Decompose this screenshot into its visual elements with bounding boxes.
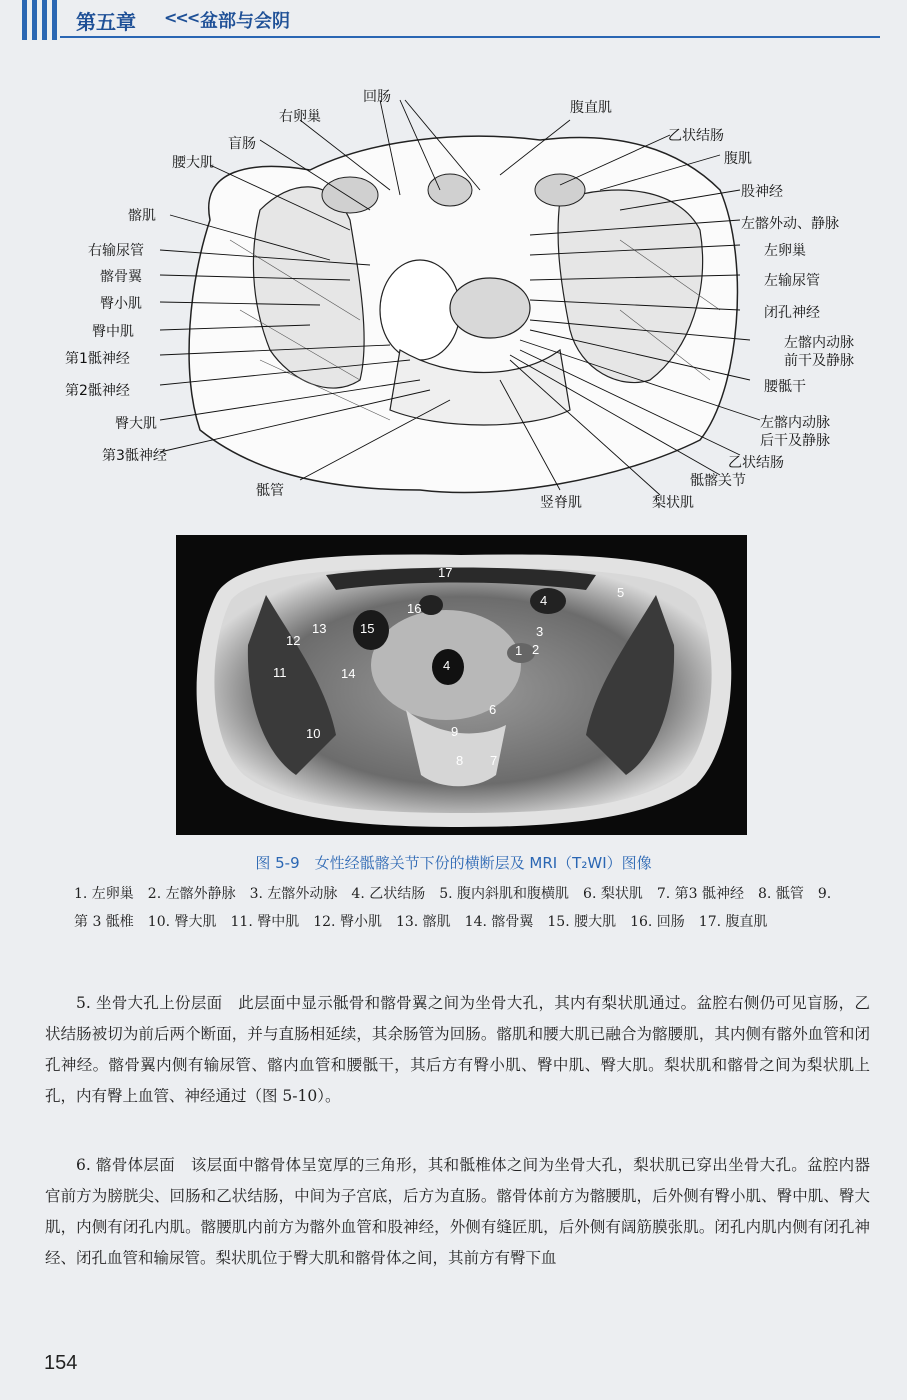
label-left-internal-iliac-artery-2: 左髂内动脉	[760, 415, 830, 431]
mri-label-17: 17	[438, 565, 453, 580]
header-stripe	[52, 0, 57, 40]
label-posterior-trunk-vein: 后干及静脉	[760, 433, 830, 449]
label-left-external-iliac-vessels: 左髂外动、静脉	[741, 216, 839, 232]
label-right-ureter: 右输尿管	[88, 243, 144, 259]
label-psoas-major: 腰大肌	[172, 155, 214, 171]
paragraph-greater-sciatic-foramen: 5. 坐骨大孔上份层面 此层面中显示骶骨和髂骨翼之间为坐骨大孔，其内有梨状肌通过。盆腔右侧仍可见盲肠，乙状结肠被切为前后两个断面，并与直肠相延续，其余肠管为回肠。髂肌和腰大肌已融合为髂腰肌，其内侧有髂外血管和闭孔神经。髂骨翼内侧有输尿管、髂内血管和腰骶干，其后方有臀小肌、臀中肌、臀大肌。梨状肌和髂骨之间为梨状肌上孔，内有臀上血管、神经通过（图 5-10）。	[45, 994, 870, 1105]
mri-label-11: 11	[273, 665, 287, 680]
label-femoral-nerve: 股神经	[741, 184, 783, 200]
figure-caption: 图 5-9 女性经骶髂关节下份的横断层及 MRI（T₂WI）图像	[255, 854, 652, 872]
header-rule	[60, 36, 880, 38]
header-stripe	[42, 0, 47, 40]
mri-label-4-lower: 4	[443, 658, 451, 673]
label-s1-nerve: 第1骶神经	[65, 351, 130, 367]
mri-label-7: 7	[490, 753, 498, 768]
label-lumbosacral-trunk: 腰骶干	[764, 379, 806, 395]
mri-label-8: 8	[456, 753, 464, 768]
label-ileum: 回肠	[363, 89, 391, 105]
label-iliacus: 髂肌	[128, 208, 156, 224]
label-gluteus-medius: 臀中肌	[92, 324, 134, 340]
label-left-ovary: 左卵巢	[764, 243, 806, 259]
section-title: 盆部与会阴	[200, 11, 290, 32]
label-anterior-trunk-vein: 前干及静脉	[784, 353, 854, 369]
label-left-internal-iliac-artery-1: 左髂内动脉	[784, 335, 854, 351]
label-sacral-canal: 骶管	[256, 483, 284, 499]
chapter-title: 第五章	[76, 10, 136, 34]
mri-label-13: 13	[312, 621, 327, 636]
mri-label-5: 5	[617, 585, 625, 600]
mri-label-4-upper: 4	[540, 593, 548, 608]
paragraph-ilium-body: 6. 髂骨体层面 该层面中髂骨体呈宽厚的三角形，其和骶椎体之间为坐骨大孔，梨状肌已穿出坐骨大孔。盆腔内器官前方为膀胱尖、回肠和乙状结肠，中间为子宫底，后方为直肠。髂骨体前方为髂腰肌，后外侧有臀小肌、臀中肌、臀大肌，内侧有闭孔内肌。髂腰肌内前方为髂外血管和股神经，外侧有缝匠肌，后外侧有阔筋膜张肌。闭孔内肌内侧有闭孔神经、闭孔血管和输尿管。梨状肌位于臀大肌和髂骨体之间，其前方有臀下血	[45, 1156, 870, 1267]
label-sigmoid-colon: 乙状结肠	[668, 128, 724, 144]
mri-label-3: 3	[536, 624, 544, 639]
running-header	[0, 0, 907, 44]
mri-label-16: 16	[407, 601, 422, 616]
mri-label-12: 12	[286, 633, 301, 648]
label-s2-nerve: 第2骶神经	[65, 383, 130, 399]
label-s3-nerve: 第3骶神经	[102, 448, 167, 464]
chapter-arrows: <<<	[164, 8, 199, 27]
label-left-ureter: 左输尿管	[764, 273, 820, 289]
label-piriformis: 梨状肌	[652, 495, 694, 511]
header-stripe	[22, 0, 27, 40]
mri-label-10: 10	[306, 726, 321, 741]
figure-legend: 1. 左卵巢 2. 左髂外静脉 3. 左髂外动脉 4. 乙状结肠 5. 腹内斜肌和腹横肌 6. 梨状肌 7. 第3 骶神经 8. 骶管 9. 第 3 骶椎 10. 臀大肌 11. 臀中肌 12. 臀小肌 13. 髂肌 14. 髂骨翼 15. 腰大肌 16. 回肠 17. 腹直肌	[74, 886, 832, 930]
mri-label-15: 15	[360, 621, 375, 636]
label-right-ovary: 右卵巢	[279, 109, 321, 125]
mri-label-2: 2	[532, 642, 540, 657]
header-stripe	[32, 0, 37, 40]
label-abdominal-muscle: 腹肌	[724, 151, 752, 167]
page-number: 154	[44, 1352, 78, 1374]
mri-label-9: 9	[451, 724, 459, 739]
label-gluteus-minimus: 臀小肌	[100, 296, 142, 312]
label-rectus-abdominis: 腹直肌	[570, 100, 612, 116]
label-obturator-nerve: 闭孔神经	[764, 305, 820, 321]
label-iliac-wing: 髂骨翼	[100, 269, 142, 285]
label-gluteus-maximus: 臀大肌	[115, 416, 157, 432]
label-erector-spinae: 竖脊肌	[540, 495, 582, 511]
cross-section-diagram	[60, 80, 860, 520]
label-sacroiliac-joint: 骶髂关节	[690, 473, 746, 489]
mri-image	[176, 535, 747, 835]
mri-label-14: 14	[341, 666, 356, 681]
label-cecum: 盲肠	[228, 136, 256, 152]
mri-drawing	[176, 535, 747, 835]
label-sigmoid-colon-2: 乙状结肠	[728, 455, 784, 471]
mri-label-1: 1	[515, 643, 523, 658]
mri-label-6: 6	[489, 702, 497, 717]
